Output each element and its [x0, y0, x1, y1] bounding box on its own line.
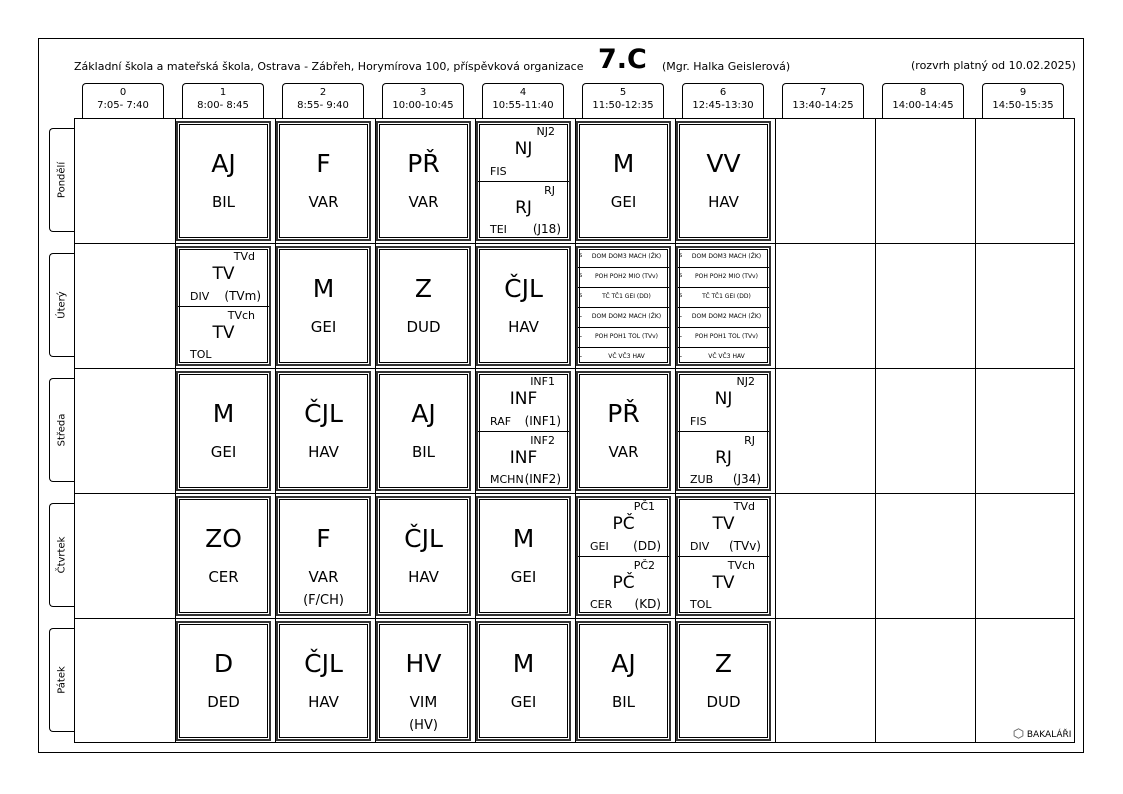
lesson-cell[interactable]	[376, 121, 471, 241]
lesson-cell-split[interactable]	[476, 371, 571, 491]
period-number: 9	[1019, 87, 1027, 98]
group-label: NJ2	[536, 125, 555, 138]
option-text: POH POH2 MIO (TVv)	[595, 273, 658, 280]
option-row[interactable]	[678, 308, 769, 328]
lesson-room: (J34)	[732, 472, 761, 486]
class-name: 7.C	[598, 44, 647, 75]
option-row[interactable]	[578, 288, 669, 308]
lesson-subject: ČJL	[304, 399, 343, 428]
option-text: VČ VČ3 HAV	[708, 353, 745, 360]
lesson-teacher: GEI	[610, 193, 637, 211]
lesson-teacher: HAV	[408, 568, 439, 586]
lesson-teacher: VAR	[308, 193, 339, 211]
group-label: RJ	[744, 434, 755, 447]
lesson-cell[interactable]	[376, 621, 471, 741]
lesson-teacher: TOL	[690, 598, 712, 611]
group-label: TVch	[227, 309, 255, 322]
day-header-tuesday	[49, 253, 74, 357]
lesson-teacher: FIS	[490, 165, 507, 178]
grid-line	[75, 368, 1074, 369]
lesson-subject: ZO	[205, 524, 242, 553]
lesson-teacher: GEI	[510, 693, 537, 711]
lesson-group-bottom[interactable]	[178, 306, 269, 364]
period-time: 12:45-13:30	[692, 100, 754, 111]
period-header	[582, 83, 664, 118]
lesson-cell[interactable]	[676, 121, 771, 241]
day-header-wednesday	[49, 378, 74, 482]
lesson-subject: M	[512, 649, 535, 678]
option-text: POH POH1 TOL (TVv)	[595, 333, 658, 340]
lesson-group-top[interactable]	[478, 123, 569, 181]
lesson-cell-split[interactable]	[576, 496, 671, 616]
lesson-subject: INF	[509, 448, 538, 468]
option-letter: L	[579, 353, 582, 359]
lesson-group-bottom[interactable]	[678, 431, 769, 489]
lesson-cell-options[interactable]	[576, 246, 671, 366]
option-text: VČ VČ3 HAV	[608, 353, 645, 360]
option-letter: L	[579, 333, 582, 339]
lesson-subject: ČJL	[404, 524, 443, 553]
lesson-teacher: DIV	[190, 290, 210, 303]
day-header-friday	[49, 628, 74, 732]
lesson-subject: AJ	[211, 149, 236, 178]
lesson-teacher: DUD	[706, 693, 741, 711]
period-time: 14:50-15:35	[992, 100, 1054, 111]
lesson-cell[interactable]	[276, 246, 371, 366]
option-text: POH POH2 MIO (TVv)	[695, 273, 758, 280]
lesson-subject: TV	[712, 514, 735, 534]
period-time: 13:40-14:25	[792, 100, 854, 111]
lesson-cell[interactable]	[276, 371, 371, 491]
period-time: 8:00- 8:45	[197, 100, 249, 111]
lesson-teacher: BIL	[211, 193, 236, 211]
lesson-teacher: ZUB	[690, 473, 714, 486]
group-label: PČ1	[633, 500, 655, 513]
lesson-teacher: RAF	[490, 415, 512, 428]
day-label: Pondělí	[56, 161, 68, 199]
bakalari-logo	[1013, 728, 1071, 740]
period-header	[382, 83, 464, 118]
grid-line	[75, 618, 1074, 619]
group-label: INF1	[530, 375, 555, 388]
lesson-teacher: HAV	[508, 318, 539, 336]
group-label: TVd	[233, 250, 255, 263]
day-header-thursday	[49, 503, 74, 607]
lesson-subject: M	[312, 274, 335, 303]
lesson-teacher: MCHN	[490, 473, 524, 486]
lesson-subject: Z	[714, 649, 733, 678]
period-number: 5	[619, 87, 627, 98]
period-time: 10:00-10:45	[392, 100, 454, 111]
lesson-room: (TVm)	[224, 289, 261, 303]
option-text: DOM DOM2 MACH (ŽK)	[691, 313, 762, 320]
lesson-cell[interactable]	[276, 121, 371, 241]
lesson-teacher: VIM	[409, 693, 438, 711]
lesson-room: (TVv)	[728, 539, 761, 553]
period-number: 2	[319, 87, 327, 98]
option-row[interactable]	[678, 348, 769, 368]
lesson-subject: F	[316, 524, 331, 553]
lesson-room: (INF1)	[524, 414, 561, 428]
lesson-cell-split[interactable]	[676, 496, 771, 616]
lesson-subject: AJ	[411, 399, 436, 428]
lesson-group-top[interactable]	[178, 248, 269, 306]
lesson-room: (KD)	[634, 597, 661, 611]
day-label: Čtvrtek	[56, 536, 68, 574]
group-label: INF2	[530, 434, 555, 447]
school-name: Základní škola a mateřská škola, Ostrava - Zábřeh, Horymírova 100, příspěvková organizace	[74, 60, 584, 73]
lesson-teacher: GEI	[210, 443, 237, 461]
grid-line	[75, 243, 1074, 244]
lesson-subject: RJ	[715, 448, 732, 468]
lesson-subject: D	[213, 649, 234, 678]
lesson-subject: TV	[212, 323, 235, 343]
lesson-subject: PČ	[612, 573, 635, 593]
lesson-cell[interactable]	[576, 121, 671, 241]
option-row[interactable]	[678, 268, 769, 288]
lesson-teacher: CER	[208, 568, 239, 586]
option-row[interactable]	[678, 328, 769, 348]
option-text: DOM DOM3 MACH (ŽK)	[691, 253, 762, 260]
lesson-teacher: GEI	[310, 318, 337, 336]
lesson-cell[interactable]	[476, 246, 571, 366]
lesson-teacher: BIL	[411, 443, 436, 461]
lesson-teacher: GEI	[590, 540, 609, 553]
lesson-group-bottom[interactable]	[678, 556, 769, 614]
lesson-subject: AJ	[611, 649, 636, 678]
lesson-cell[interactable]	[276, 496, 371, 616]
period-header	[482, 83, 564, 118]
day-header-monday	[49, 128, 74, 232]
lesson-group-top[interactable]	[578, 498, 669, 556]
period-header	[882, 83, 964, 118]
option-letter: L	[679, 313, 682, 319]
option-letter: S	[679, 253, 683, 259]
lesson-cell-split[interactable]	[476, 121, 571, 241]
lesson-teacher: VAR	[308, 568, 339, 586]
lesson-teacher: BIL	[611, 693, 636, 711]
lesson-teacher: TOL	[190, 348, 212, 361]
period-header	[82, 83, 164, 118]
lesson-cell-options[interactable]	[676, 246, 771, 366]
lesson-subject: NJ	[714, 389, 733, 409]
period-time: 8:55- 9:40	[297, 100, 349, 111]
option-letter: L	[679, 353, 682, 359]
lesson-subject: TV	[712, 573, 735, 593]
logo-text: BAKALÁŘI	[1026, 730, 1072, 740]
option-text: TČ TČ1 GEI (DD)	[702, 293, 751, 300]
lesson-subject: RJ	[515, 198, 532, 218]
period-number: 0	[119, 87, 127, 98]
period-number: 8	[919, 87, 927, 98]
option-letter: S	[679, 273, 683, 279]
period-time: 11:50-12:35	[592, 100, 654, 111]
lesson-room: (INF2)	[524, 472, 561, 486]
grid-line	[75, 493, 1074, 494]
period-number: 4	[519, 87, 527, 98]
period-time: 7:05- 7:40	[97, 100, 149, 111]
period-header	[782, 83, 864, 118]
lesson-subject: F	[316, 149, 331, 178]
hexagon-icon	[1013, 728, 1024, 739]
lesson-cell[interactable]	[476, 621, 571, 741]
period-time: 14:00-14:45	[892, 100, 954, 111]
grid-line	[975, 119, 976, 742]
lesson-subject: M	[212, 399, 235, 428]
lesson-teacher: DED	[207, 693, 240, 711]
option-letter: S	[579, 253, 583, 259]
grid-line	[875, 119, 876, 742]
lesson-subject: ČJL	[504, 274, 543, 303]
lesson-group-bottom[interactable]	[478, 181, 569, 239]
lesson-cell[interactable]	[676, 621, 771, 741]
option-letter: L	[579, 313, 582, 319]
lesson-group-bottom[interactable]	[478, 431, 569, 489]
lesson-room: (F/CH)	[303, 593, 344, 608]
lesson-subject: VV	[706, 149, 741, 178]
group-label: TVch	[727, 559, 755, 572]
lesson-cell[interactable]	[376, 371, 471, 491]
valid-from: (rozvrh platný od 10.02.2025)	[911, 59, 1076, 72]
period-number: 7	[819, 87, 827, 98]
period-time: 10:55-11:40	[492, 100, 554, 111]
lesson-subject: HV	[405, 649, 442, 678]
lesson-subject: PŘ	[607, 399, 640, 428]
period-header	[682, 83, 764, 118]
lesson-group-top[interactable]	[478, 373, 569, 431]
option-letter: S	[579, 293, 583, 299]
lesson-room: (DD)	[633, 539, 661, 553]
lesson-subject: NJ	[514, 139, 533, 159]
option-row[interactable]	[578, 328, 669, 348]
lesson-teacher: CER	[590, 598, 613, 611]
period-number: 1	[219, 87, 227, 98]
lesson-subject: M	[512, 524, 535, 553]
lesson-cell[interactable]	[476, 496, 571, 616]
lesson-group-bottom[interactable]	[578, 556, 669, 614]
lesson-cell[interactable]	[176, 371, 271, 491]
day-label: Pátek	[56, 666, 68, 694]
grid-line	[775, 119, 776, 742]
option-text: DOM DOM2 MACH (ŽK)	[591, 313, 662, 320]
lesson-group-top[interactable]	[678, 373, 769, 431]
lesson-subject: Z	[414, 274, 433, 303]
lesson-subject: PČ	[612, 514, 635, 534]
option-row[interactable]	[678, 248, 769, 268]
option-letter: L	[679, 333, 682, 339]
lesson-teacher: DUD	[406, 318, 441, 336]
lesson-cell[interactable]	[176, 496, 271, 616]
lesson-cell[interactable]	[376, 246, 471, 366]
option-row[interactable]	[578, 248, 669, 268]
period-header	[282, 83, 364, 118]
lesson-cell[interactable]	[376, 496, 471, 616]
day-label: Středa	[56, 413, 68, 447]
option-row[interactable]	[578, 308, 669, 328]
lesson-cell[interactable]	[276, 621, 371, 741]
lesson-teacher: HAV	[308, 443, 339, 461]
lesson-teacher: FIS	[690, 415, 707, 428]
option-letter: S	[579, 273, 583, 279]
lesson-teacher: DIV	[690, 540, 710, 553]
lesson-teacher: VAR	[608, 443, 639, 461]
lesson-cell[interactable]	[176, 121, 271, 241]
option-row[interactable]	[678, 288, 769, 308]
lesson-room: (HV)	[409, 718, 438, 733]
lesson-subject: ČJL	[304, 649, 343, 678]
lesson-cell[interactable]	[576, 621, 671, 741]
lesson-teacher: HAV	[308, 693, 339, 711]
lesson-subject: INF	[509, 389, 538, 409]
lesson-cell[interactable]	[176, 621, 271, 741]
group-label: TVd	[733, 500, 755, 513]
lesson-cell-split[interactable]	[176, 246, 271, 366]
class-teacher: (Mgr. Halka Geislerová)	[662, 60, 791, 73]
period-header	[982, 83, 1064, 118]
lesson-cell[interactable]	[576, 371, 671, 491]
option-row[interactable]	[578, 348, 669, 368]
lesson-teacher: GEI	[510, 568, 537, 586]
option-text: TČ TČ1 GEI (DD)	[602, 293, 651, 300]
lesson-subject: TV	[212, 264, 235, 284]
group-label: NJ2	[736, 375, 755, 388]
option-text: DOM DOM3 MACH (ŽK)	[591, 253, 662, 260]
day-label: Úterý	[56, 291, 68, 319]
period-number: 3	[419, 87, 427, 98]
lesson-teacher: TEI	[490, 223, 507, 236]
period-number: 6	[719, 87, 727, 98]
group-label: RJ	[544, 184, 555, 197]
option-row[interactable]	[578, 268, 669, 288]
lesson-group-top[interactable]	[678, 498, 769, 556]
lesson-cell-split[interactable]	[676, 371, 771, 491]
option-letter: S	[679, 293, 683, 299]
group-label: PČ2	[633, 559, 655, 572]
lesson-teacher: HAV	[708, 193, 739, 211]
lesson-room: (J18)	[532, 222, 561, 236]
lesson-subject: PŘ	[407, 149, 440, 178]
lesson-teacher: VAR	[408, 193, 439, 211]
lesson-subject: M	[612, 149, 635, 178]
period-header	[182, 83, 264, 118]
option-text: POH POH1 TOL (TVv)	[695, 333, 758, 340]
